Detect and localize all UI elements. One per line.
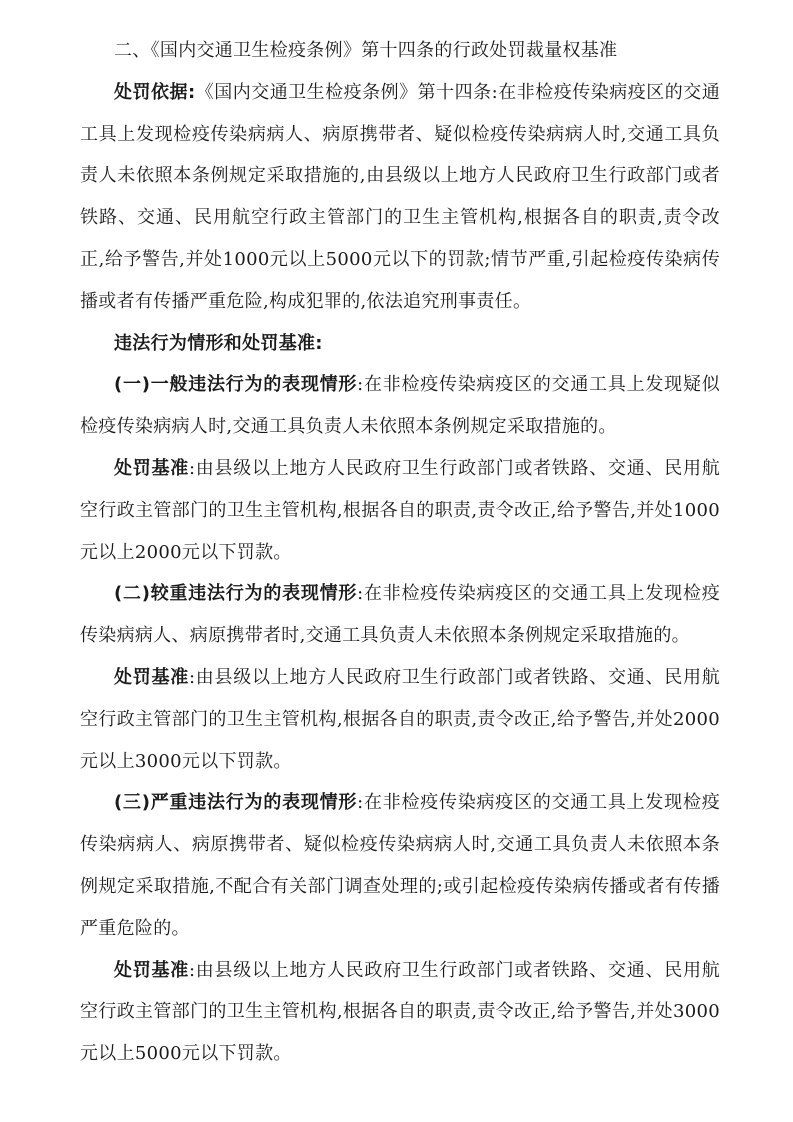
severe-penalty-text: :由县级以上地方人民政府卫生行政部门或者铁路、交通、民用航空行政主管部门的卫生主管机构,根据各自的职责,责令改正,给予警告,并处3000元以上5000元以下罚款。 [80, 959, 721, 1065]
severe-violation-label: (三)严重违法行为的表现情形 [114, 792, 358, 814]
general-penalty-paragraph [80, 448, 720, 573]
serious-violation-paragraph [80, 573, 720, 657]
severe-penalty-label: 处罚基准 [114, 959, 189, 981]
general-violation-paragraph [80, 364, 720, 448]
penalty-basis-paragraph [80, 72, 720, 323]
general-penalty-label: 处罚基准 [114, 457, 189, 479]
severe-penalty-paragraph [80, 950, 720, 1075]
serious-penalty-text: :由县级以上地方人民政府卫生行政部门或者铁路、交通、民用航空行政主管部门的卫生主管机构,根据各自的职责,责令改正,给予警告,并处2000元以上3000元以下罚款。 [80, 666, 721, 772]
serious-violation-label: (二)较重违法行为的表现情形 [114, 583, 358, 605]
severe-violation-text: :在非检疫传染病疫区的交通工具上发现检疫传染病病人、病原携带者、疑似检疫传染病病人时,交通工具负责人未依照本条例规定采取措施,不配合有关部门调查处理的;或引起检疫传染病传播或者有传播严重危险的。 [80, 792, 721, 939]
violation-section-heading [80, 323, 720, 365]
section-title: 二、《国内交通卫生检疫条例》第十四条的行政处罚裁量权基准 [114, 40, 618, 61]
general-penalty-text: :由县级以上地方人民政府卫生行政部门或者铁路、交通、民用航空行政主管部门的卫生主管机构,根据各自的职责,责令改正,给予警告,并处1000元以上2000元以下罚款。 [80, 457, 721, 563]
document-page [80, 30, 720, 1075]
general-violation-label: (一)一般违法行为的表现情形 [114, 374, 358, 396]
severe-violation-paragraph [80, 782, 720, 949]
serious-penalty-paragraph [80, 657, 720, 782]
general-violation-text: :在非检疫传染病疫区的交通工具上发现疑似检疫传染病病人时,交通工具负责人未依照本条例规定采取措施的。 [80, 374, 721, 438]
violation-section-heading-text: 违法行为情形和处罚基准: [114, 332, 323, 354]
penalty-basis-text: 《国内交通卫生检疫条例》第十四条:在非检疫传染病疫区的交通工具上发现检疫传染病病人、病原携带者、疑似检疫传染病病人时,交通工具负责人未依照本条例规定采取措施的,由县级以上地方人民政府卫生行政部门或者铁路、交通、民用航空行政主管部门的卫生主管机构,根据各自的职责,责令改正,给予警告,并处1000元以上5000元以下的罚款;情节严重,引起检疫传染病传播或者有传播严重危险,构成犯罪的,依法追究刑事责任。 [80, 81, 721, 312]
serious-penalty-label: 处罚基准 [114, 666, 189, 688]
penalty-basis-label: 处罚依据: [114, 81, 196, 103]
serious-violation-text: :在非检疫传染病疫区的交通工具上发现检疫传染病病人、病原携带者时,交通工具负责人未依照本条例规定采取措施的。 [80, 583, 721, 647]
